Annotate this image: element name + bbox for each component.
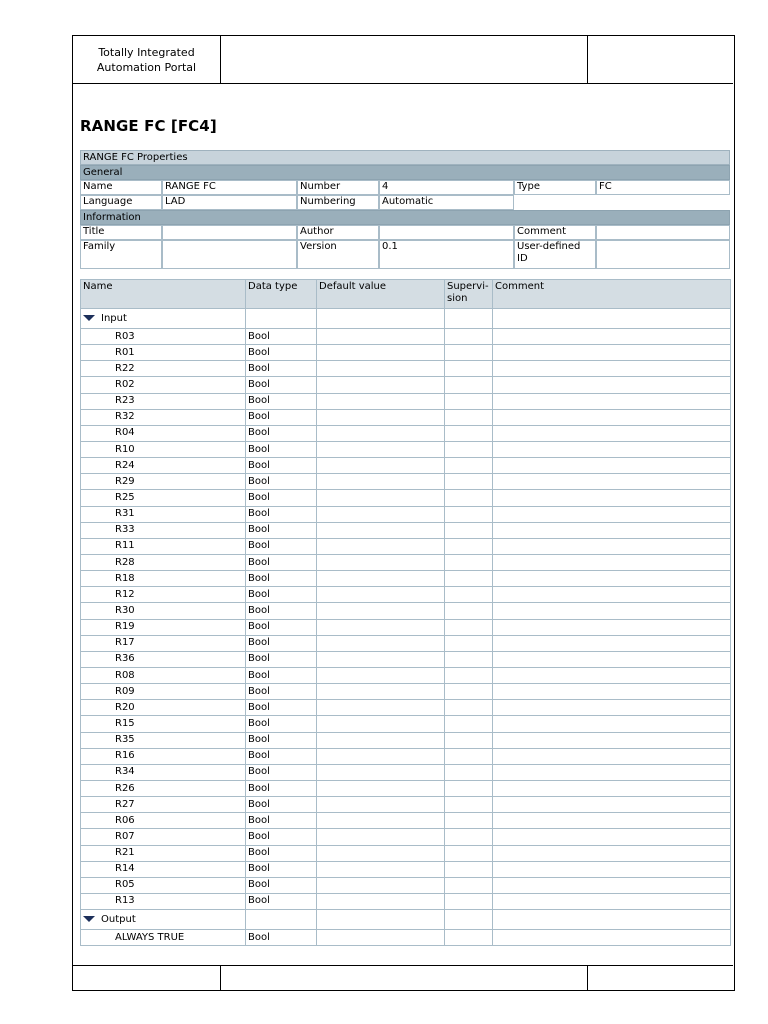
- table-row: [81, 845, 731, 861]
- header-line-2: Automation Portal: [96, 60, 197, 74]
- empty-cell: [445, 716, 493, 732]
- param-name: R15: [81, 716, 246, 732]
- param-data-type: Bool: [246, 377, 317, 393]
- param-data-type: Bool: [246, 441, 317, 457]
- information-section-header: Information: [80, 210, 730, 225]
- param-data-type: Bool: [246, 651, 317, 667]
- empty-cell: [317, 619, 445, 635]
- empty-cell: [445, 377, 493, 393]
- empty-cell: [493, 797, 731, 813]
- general-grid: [80, 180, 730, 210]
- param-name: ALWAYS TRUE: [81, 930, 246, 946]
- empty-cell: [317, 877, 445, 893]
- col-data-type: Data type: [246, 280, 317, 309]
- empty-cell: [493, 603, 731, 619]
- table-row: [81, 345, 731, 361]
- empty-cell: [246, 910, 317, 930]
- table-row: [81, 506, 731, 522]
- table-row: [81, 571, 731, 587]
- table-row: [81, 877, 731, 893]
- empty-cell: [317, 522, 445, 538]
- param-name: R31: [81, 506, 246, 522]
- table-row: [81, 732, 731, 748]
- input-section-row: [81, 309, 731, 329]
- empty-cell: [445, 619, 493, 635]
- empty-cell: [493, 619, 731, 635]
- empty-cell: [317, 409, 445, 425]
- param-data-type: Bool: [246, 506, 317, 522]
- empty-cell: [493, 587, 731, 603]
- number-value: 4: [379, 180, 514, 195]
- param-name: R02: [81, 377, 246, 393]
- type-label: Type: [514, 180, 596, 195]
- table-row: [81, 893, 731, 909]
- output-section-row: [81, 910, 731, 930]
- empty-cell: [317, 780, 445, 796]
- empty-cell: [493, 764, 731, 780]
- title-value: [162, 225, 297, 240]
- empty-cell: [445, 829, 493, 845]
- empty-cell: [493, 554, 731, 570]
- param-name: R10: [81, 441, 246, 457]
- param-data-type: Bool: [246, 780, 317, 796]
- table-row: [81, 930, 731, 946]
- empty-cell: [493, 845, 731, 861]
- input-section-cell: [81, 309, 246, 329]
- empty-cell: [445, 522, 493, 538]
- header-line-1: Totally Integrated: [98, 45, 195, 59]
- table-row: [81, 700, 731, 716]
- empty-cell: [445, 684, 493, 700]
- empty-cell: [493, 441, 731, 457]
- empty-cell: [445, 490, 493, 506]
- param-name: R29: [81, 474, 246, 490]
- empty-cell: [445, 603, 493, 619]
- empty-cell: [493, 877, 731, 893]
- table-row: [81, 797, 731, 813]
- footer-left-cell: [73, 966, 221, 990]
- param-data-type: Bool: [246, 603, 317, 619]
- input-section-label: Input: [101, 312, 127, 324]
- empty-cell: [317, 538, 445, 554]
- param-name: R03: [81, 329, 246, 345]
- empty-cell: [317, 732, 445, 748]
- language-label: Language: [80, 195, 162, 210]
- param-data-type: Bool: [246, 538, 317, 554]
- table-row: [81, 780, 731, 796]
- param-name: R01: [81, 345, 246, 361]
- col-supervision: [445, 280, 493, 309]
- table-row: [81, 441, 731, 457]
- empty-cell: [493, 522, 731, 538]
- empty-cell: [493, 329, 731, 345]
- family-value: [162, 240, 297, 269]
- empty-cell: [317, 845, 445, 861]
- empty-cell: [493, 377, 731, 393]
- empty-cell: [445, 700, 493, 716]
- param-name: R18: [81, 571, 246, 587]
- param-data-type: Bool: [246, 361, 317, 377]
- param-data-type: Bool: [246, 587, 317, 603]
- author-label: Author: [297, 225, 379, 240]
- table-row: [81, 861, 731, 877]
- empty-cell: [493, 309, 731, 329]
- language-value: LAD: [162, 195, 297, 210]
- param-name: R24: [81, 458, 246, 474]
- empty-cell: [445, 893, 493, 909]
- numbering-value: Automatic: [379, 195, 514, 210]
- header-middle-cell: [221, 36, 588, 83]
- empty-cell: [445, 345, 493, 361]
- table-row: [81, 458, 731, 474]
- table-row: [81, 813, 731, 829]
- param-name: R35: [81, 732, 246, 748]
- author-value: [379, 225, 514, 240]
- properties-block: [80, 150, 730, 269]
- param-data-type: Bool: [246, 748, 317, 764]
- param-name: R07: [81, 829, 246, 845]
- triangle-down-icon[interactable]: [83, 916, 95, 922]
- udid-line-1: User-defined: [517, 241, 581, 252]
- param-data-type: Bool: [246, 619, 317, 635]
- udid-line-2: ID: [517, 253, 528, 264]
- table-row: [81, 651, 731, 667]
- table-row: [81, 748, 731, 764]
- empty-cell: [493, 425, 731, 441]
- param-name: R09: [81, 684, 246, 700]
- footer-middle-cell: [221, 966, 588, 990]
- empty-cell: [317, 458, 445, 474]
- empty-cell: [493, 732, 731, 748]
- param-name: R08: [81, 667, 246, 683]
- empty-cell: [317, 587, 445, 603]
- empty-cell: [493, 635, 731, 651]
- col-comment: Comment: [493, 280, 731, 309]
- param-data-type: Bool: [246, 797, 317, 813]
- table-row: [81, 764, 731, 780]
- empty-cell: [317, 716, 445, 732]
- empty-cell: [445, 425, 493, 441]
- param-name: R34: [81, 764, 246, 780]
- empty-cell: [445, 635, 493, 651]
- table-row: [81, 361, 731, 377]
- empty-cell: [445, 930, 493, 946]
- param-data-type: Bool: [246, 861, 317, 877]
- version-label: Version: [297, 240, 379, 269]
- param-name: R06: [81, 813, 246, 829]
- param-name: R16: [81, 748, 246, 764]
- param-data-type: Bool: [246, 732, 317, 748]
- empty-cell: [317, 910, 445, 930]
- name-label: Name: [80, 180, 162, 195]
- param-data-type: Bool: [246, 490, 317, 506]
- empty-cell: [493, 930, 731, 946]
- empty-cell: [445, 441, 493, 457]
- table-row: [81, 635, 731, 651]
- table-row: [81, 329, 731, 345]
- empty-cell: [317, 813, 445, 829]
- empty-cell: [493, 393, 731, 409]
- empty-cell: [445, 458, 493, 474]
- empty-cell: [493, 893, 731, 909]
- empty-cell: [445, 877, 493, 893]
- empty-cell: [317, 329, 445, 345]
- param-name: R30: [81, 603, 246, 619]
- table-row: [81, 522, 731, 538]
- empty-cell: [317, 309, 445, 329]
- interface-header-row: [81, 280, 731, 309]
- empty-cell: [445, 554, 493, 570]
- empty-cell: [317, 393, 445, 409]
- param-data-type: Bool: [246, 813, 317, 829]
- table-row: [81, 587, 731, 603]
- param-name: R19: [81, 619, 246, 635]
- param-data-type: Bool: [246, 684, 317, 700]
- param-name: R04: [81, 425, 246, 441]
- param-name: R21: [81, 845, 246, 861]
- param-name: R14: [81, 861, 246, 877]
- param-data-type: Bool: [246, 474, 317, 490]
- user-defined-id-value: [596, 240, 730, 269]
- table-row: [81, 603, 731, 619]
- empty-cell: [317, 797, 445, 813]
- param-name: R26: [81, 780, 246, 796]
- param-data-type: Bool: [246, 635, 317, 651]
- param-data-type: Bool: [246, 893, 317, 909]
- empty-cell: [317, 554, 445, 570]
- param-data-type: Bool: [246, 845, 317, 861]
- empty-cell: [445, 571, 493, 587]
- param-data-type: Bool: [246, 522, 317, 538]
- param-data-type: Bool: [246, 716, 317, 732]
- param-data-type: Bool: [246, 554, 317, 570]
- empty-cell: [317, 603, 445, 619]
- col-name: Name: [81, 280, 246, 309]
- empty-cell: [493, 345, 731, 361]
- empty-cell: [317, 829, 445, 845]
- empty-cell: [317, 571, 445, 587]
- output-section-cell: [81, 910, 246, 930]
- empty-cell: [445, 393, 493, 409]
- empty-cell: [317, 490, 445, 506]
- empty-cell: [317, 684, 445, 700]
- empty-cell: [493, 409, 731, 425]
- empty-cell: [493, 813, 731, 829]
- general-section-header: General: [80, 165, 730, 180]
- param-data-type: Bool: [246, 571, 317, 587]
- user-defined-id-label: [514, 240, 596, 269]
- param-name: R20: [81, 700, 246, 716]
- param-data-type: Bool: [246, 829, 317, 845]
- table-row: [81, 409, 731, 425]
- empty-cell: [445, 651, 493, 667]
- comment-value: [596, 225, 730, 240]
- document-header: [73, 36, 733, 84]
- table-row: [81, 684, 731, 700]
- param-name: R32: [81, 409, 246, 425]
- table-row: [81, 425, 731, 441]
- properties-bar: RANGE FC Properties: [80, 150, 730, 165]
- param-name: R27: [81, 797, 246, 813]
- param-data-type: Bool: [246, 667, 317, 683]
- empty-cell: [246, 309, 317, 329]
- empty-cell: [317, 930, 445, 946]
- table-row: [81, 393, 731, 409]
- numbering-label: Numbering: [297, 195, 379, 210]
- output-section-label: Output: [101, 913, 136, 925]
- empty-cell: [445, 409, 493, 425]
- table-row: [81, 829, 731, 845]
- param-name: R23: [81, 393, 246, 409]
- empty-cell: [317, 651, 445, 667]
- param-name: R28: [81, 554, 246, 570]
- param-data-type: Bool: [246, 458, 317, 474]
- param-name: R12: [81, 587, 246, 603]
- empty-cell: [317, 377, 445, 393]
- empty-cell: [317, 700, 445, 716]
- empty-cell: [493, 361, 731, 377]
- triangle-down-icon[interactable]: [83, 315, 95, 321]
- name-value: RANGE FC: [162, 180, 297, 195]
- version-value: 0.1: [379, 240, 514, 269]
- empty-cell: [493, 458, 731, 474]
- param-name: R22: [81, 361, 246, 377]
- empty-cell: [493, 716, 731, 732]
- comment-label: Comment: [514, 225, 596, 240]
- empty-cell: [445, 748, 493, 764]
- table-row: [81, 538, 731, 554]
- empty-cell: [445, 732, 493, 748]
- empty-cell: [493, 684, 731, 700]
- empty-cell: [493, 829, 731, 845]
- empty-cell: [317, 425, 445, 441]
- header-product-name: [73, 36, 221, 83]
- number-label: Number: [297, 180, 379, 195]
- param-name: R13: [81, 893, 246, 909]
- empty-cell: [493, 861, 731, 877]
- table-row: [81, 667, 731, 683]
- empty-cell: [493, 571, 731, 587]
- param-name: R05: [81, 877, 246, 893]
- type-value: FC: [596, 180, 730, 195]
- param-data-type: Bool: [246, 409, 317, 425]
- empty-cell: [317, 506, 445, 522]
- empty-cell: [493, 490, 731, 506]
- empty-cell: [317, 474, 445, 490]
- empty-cell: [493, 538, 731, 554]
- empty-cell: [493, 506, 731, 522]
- param-name: R33: [81, 522, 246, 538]
- empty-cell: [317, 861, 445, 877]
- empty-cell: [317, 748, 445, 764]
- param-data-type: Bool: [246, 700, 317, 716]
- empty-cell: [317, 893, 445, 909]
- param-name: R11: [81, 538, 246, 554]
- empty-cell: [493, 474, 731, 490]
- empty-cell: [445, 667, 493, 683]
- table-row: [81, 490, 731, 506]
- empty-cell: [493, 748, 731, 764]
- empty-cell: [445, 361, 493, 377]
- empty-cell: [445, 861, 493, 877]
- param-data-type: Bool: [246, 345, 317, 361]
- empty-cell: [445, 797, 493, 813]
- param-data-type: Bool: [246, 877, 317, 893]
- empty-cell: [445, 780, 493, 796]
- col-supervision-line-2: sion: [447, 293, 468, 304]
- empty-cell: [445, 474, 493, 490]
- table-row: [81, 619, 731, 635]
- empty-cell: [317, 361, 445, 377]
- param-name: R17: [81, 635, 246, 651]
- block-title: RANGE FC [FC4]: [80, 117, 217, 135]
- empty-cell: [445, 538, 493, 554]
- document-footer: [73, 965, 733, 990]
- empty-cell: [445, 506, 493, 522]
- empty-cell: [445, 587, 493, 603]
- empty-cell: [493, 780, 731, 796]
- param-data-type: Bool: [246, 329, 317, 345]
- empty-cell: [317, 764, 445, 780]
- empty-cell: [493, 910, 731, 930]
- table-row: [81, 377, 731, 393]
- empty-cell: [445, 845, 493, 861]
- interface-table: [80, 279, 731, 946]
- empty-cell: [445, 910, 493, 930]
- empty-cell: [317, 667, 445, 683]
- empty-cell: [445, 813, 493, 829]
- empty-cell: [493, 651, 731, 667]
- empty-cell: [493, 700, 731, 716]
- col-default-value: Default value: [317, 280, 445, 309]
- param-data-type: Bool: [246, 764, 317, 780]
- empty-cell: [445, 764, 493, 780]
- interface-body: [81, 309, 731, 946]
- information-grid: [80, 225, 730, 269]
- param-data-type: Bool: [246, 930, 317, 946]
- param-name: R36: [81, 651, 246, 667]
- empty-cell: [493, 667, 731, 683]
- empty-cell: [317, 635, 445, 651]
- col-supervision-line-1: Supervi-: [447, 281, 489, 292]
- table-row: [81, 474, 731, 490]
- empty-cell: [445, 329, 493, 345]
- title-label: Title: [80, 225, 162, 240]
- empty-cell: [445, 309, 493, 329]
- table-row: [81, 716, 731, 732]
- empty-cell: [317, 441, 445, 457]
- table-row: [81, 554, 731, 570]
- family-label: Family: [80, 240, 162, 269]
- param-data-type: Bool: [246, 393, 317, 409]
- param-name: R25: [81, 490, 246, 506]
- empty-cell: [317, 345, 445, 361]
- param-data-type: Bool: [246, 425, 317, 441]
